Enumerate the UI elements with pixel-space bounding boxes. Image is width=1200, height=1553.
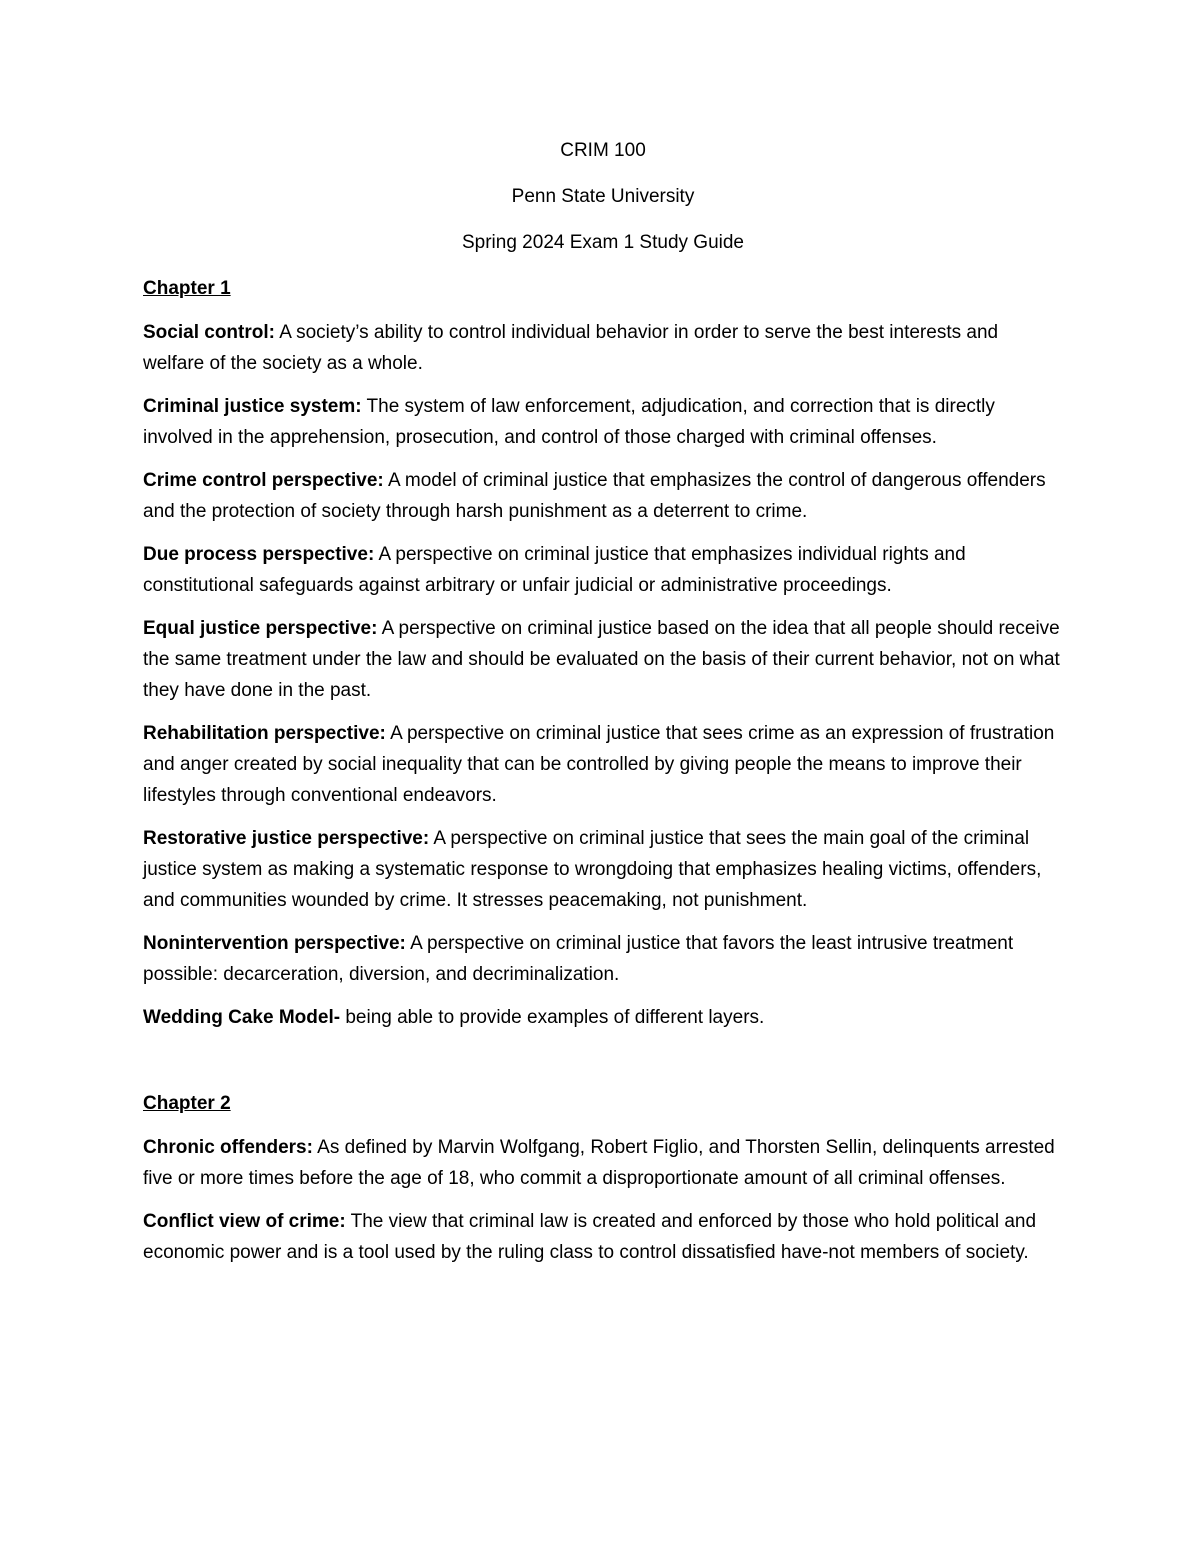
term-entry [143, 1002, 1063, 1033]
term-entry [143, 391, 1063, 453]
term-label: Criminal justice system: [143, 396, 362, 417]
term-entry [143, 613, 1063, 706]
term-label: Chronic offenders: [143, 1137, 313, 1158]
chapter-2-heading: Chapter 2 [143, 1093, 231, 1114]
term-entry [143, 1132, 1063, 1194]
term-definition: As defined by Marvin Wolfgang, Robert Figlio, and Thorsten Sellin, delinquents arrested five or more times before the age of 18, who commit a disproportionate amount of all criminal offenses. [143, 1137, 1055, 1189]
term-definition: A model of criminal justice that emphasizes the control of dangerous offenders and the protection of society through harsh punishment as a deterrent to crime. [143, 470, 1046, 522]
term-entry [143, 928, 1063, 990]
term-label: Crime control perspective: [143, 470, 384, 491]
term-label: Restorative justice perspective: [143, 828, 430, 849]
term-label: Conflict view of crime: [143, 1211, 346, 1232]
term-label: Rehabilitation perspective: [143, 723, 386, 744]
term-entry [143, 1206, 1063, 1268]
term-entry [143, 823, 1063, 916]
term-definition: The system of law enforcement, adjudication, and correction that is directly involved in the apprehension, prosecution, and control of those charged with criminal offenses. [143, 396, 995, 448]
term-label: Wedding Cake Model- [143, 1007, 341, 1028]
term-entry [143, 465, 1063, 527]
university-name: Penn State University [511, 186, 695, 207]
term-definition: A perspective on criminal justice that emphasizes individual rights and constitutional safeguards against arbitrary or unfair judicial or administrative proceedings. [143, 544, 966, 596]
document-title: Spring 2024 Exam 1 Study Guide [461, 232, 744, 253]
term-definition: A perspective on criminal justice that sees crime as an expression of frustration and anger created by social inequality that can be controlled by giving people the means to improve their lifestyles through conventional endeavors. [143, 723, 1055, 806]
term-entry [143, 539, 1063, 601]
term-definition: The view that criminal law is created and enforced by those who hold political and economic power and is a tool used by the ruling class to control dissatisfied have-not members of society. [143, 1211, 1037, 1263]
document-page [143, 138, 1063, 1280]
term-entry [143, 718, 1063, 811]
term-label: Social control: [143, 322, 275, 343]
term-definition: A perspective on criminal justice that sees the main goal of the criminal justice system as making a systematic response to wrongdoing that emphasizes healing victims, offenders, and communities wounded by crime. It stresses peacemaking, not punishment. [143, 828, 1042, 911]
term-entry [143, 317, 1063, 379]
term-definition: A perspective on criminal justice based on the idea that all people should receive the same treatment under the law and should be evaluated on the basis of their current behavior, not on what they have done in the past. [143, 618, 1060, 701]
course-code: CRIM 100 [560, 140, 646, 161]
chapter-1-heading: Chapter 1 [143, 278, 231, 299]
term-label: Due process perspective: [143, 544, 375, 565]
term-label: Equal justice perspective: [143, 618, 378, 639]
term-definition: A perspective on criminal justice that favors the least intrusive treatment possible: decarceration, diversion, and decriminalization. [143, 933, 1014, 985]
term-label: Nonintervention perspective: [143, 933, 406, 954]
term-definition: being able to provide examples of different layers. [340, 1007, 765, 1028]
term-definition: A society’s ability to control individual behavior in order to serve the best interests and welfare of the society as a whole. [143, 322, 999, 374]
